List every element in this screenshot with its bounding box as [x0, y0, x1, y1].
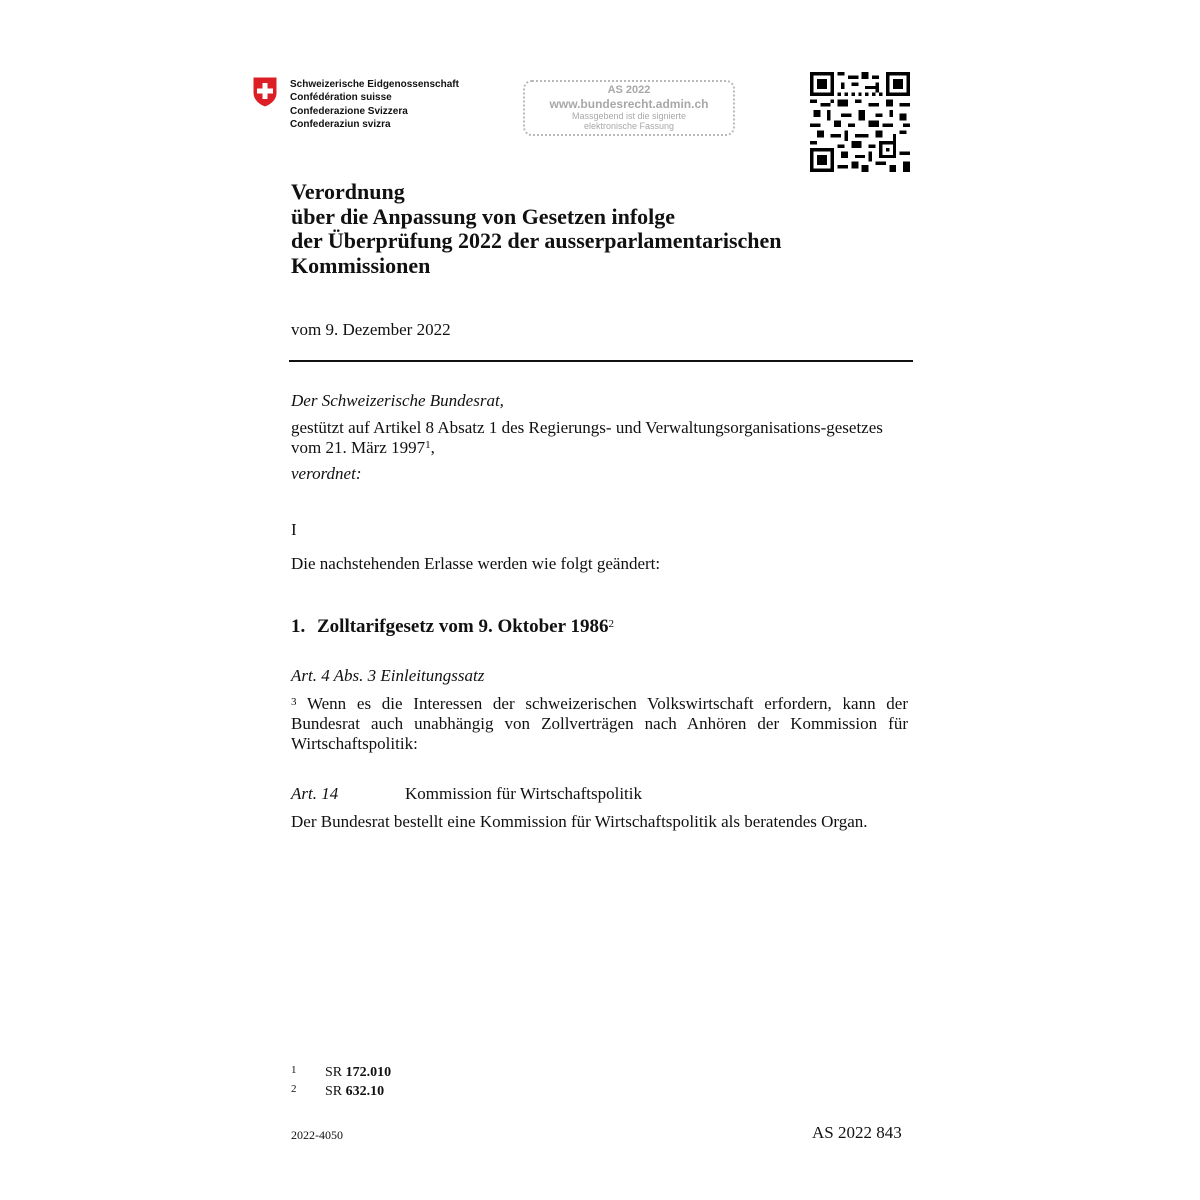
qr-code-icon [810, 72, 910, 172]
confed-name-rm: Confederaziun svizra [290, 119, 391, 131]
article-14-text: Der Bundesrat bestellt eine Kommission für Wirtschaftspolitik als beratendes Organ. [291, 812, 868, 831]
article-14-heading [291, 784, 642, 804]
issuing-authority: Der Schweizerische Bundesrat, [291, 391, 504, 410]
title-line: der Überprüfung 2022 der ausserparlamentarischen [291, 228, 782, 253]
footnote-ref-2[interactable]: 2 [608, 618, 614, 630]
legal-basis-text: gestützt auf Artikel 8 Absatz 1 des Regierungs- und Verwaltungsorganisations-gesetzes vom 21. März 1997 [291, 418, 883, 457]
official-citation: AS 2022 843 [812, 1123, 902, 1142]
changes-intro: Die nachstehenden Erlasse werden wie folgt geändert: [291, 554, 661, 573]
confed-name-de: Schweizerische Eidgenossenschaft [290, 79, 459, 90]
article-14-title: Kommission für Wirtschaftspolitik [405, 784, 642, 803]
confederation-names [290, 78, 459, 132]
article-4-label: Art. 4 Abs. 3 Einleitungssatz [291, 666, 485, 685]
document-date: vom 9. Dezember 2022 [291, 320, 451, 339]
title-line: Verordnung [291, 179, 405, 204]
title-divider [289, 360, 913, 362]
legal-basis-end: , [430, 438, 435, 457]
section-numeral: I [291, 520, 297, 539]
footnote-reference[interactable]: 632.10 [345, 1084, 385, 1099]
title-line: Kommissionen [291, 252, 431, 278]
footnote-ref-1[interactable]: 1 [425, 439, 431, 451]
footnote-item [291, 1081, 391, 1100]
law-heading-number: 1. [291, 616, 306, 637]
stamp-line-2: www.bundesrecht.admin.ch [549, 97, 709, 111]
law-heading-text: Zolltarifgesetz vom 9. Oktober 1986 [317, 616, 609, 637]
footnote-item [291, 1062, 391, 1081]
document-title [291, 180, 782, 278]
official-stamp [523, 80, 735, 136]
footnote-prefix: SR [325, 1065, 343, 1080]
paragraph-number: 3 [291, 696, 297, 708]
stamp-line-1: AS 2022 [607, 84, 651, 96]
title-line: über die Anpassung von Gesetzen infolge [291, 203, 676, 229]
footnote-prefix: SR [325, 1084, 343, 1099]
footnotes [291, 1062, 391, 1100]
article-4-body: Wenn es die Interessen der schweizerischen Volkswirtschaft erfordern, kann der Bundesrat auch unabhängig von Zollverträgen nach Anhören der Kommission für Wirtschaftspolitik: [291, 694, 909, 753]
footnote-reference[interactable]: 172.010 [345, 1065, 392, 1080]
footnote-number: 1 [291, 1064, 297, 1076]
decree-formula: verordnet: [291, 464, 362, 483]
confed-name-it: Confederazione Svizzera [290, 105, 408, 117]
stamp-line-3: Massgebend ist die signierte [571, 111, 687, 121]
swiss-cross-icon [252, 76, 278, 113]
stamp-line-4: elektronische Fassung [583, 121, 675, 131]
footnote-number: 2 [291, 1083, 297, 1095]
legal-basis [291, 418, 911, 458]
document-id: 2022-4050 [291, 1128, 343, 1142]
article-14-label: Art. 14 [291, 784, 339, 803]
confed-name-fr: Confédération suisse [290, 92, 392, 104]
law-heading [291, 616, 614, 638]
article-4-text [291, 694, 908, 754]
